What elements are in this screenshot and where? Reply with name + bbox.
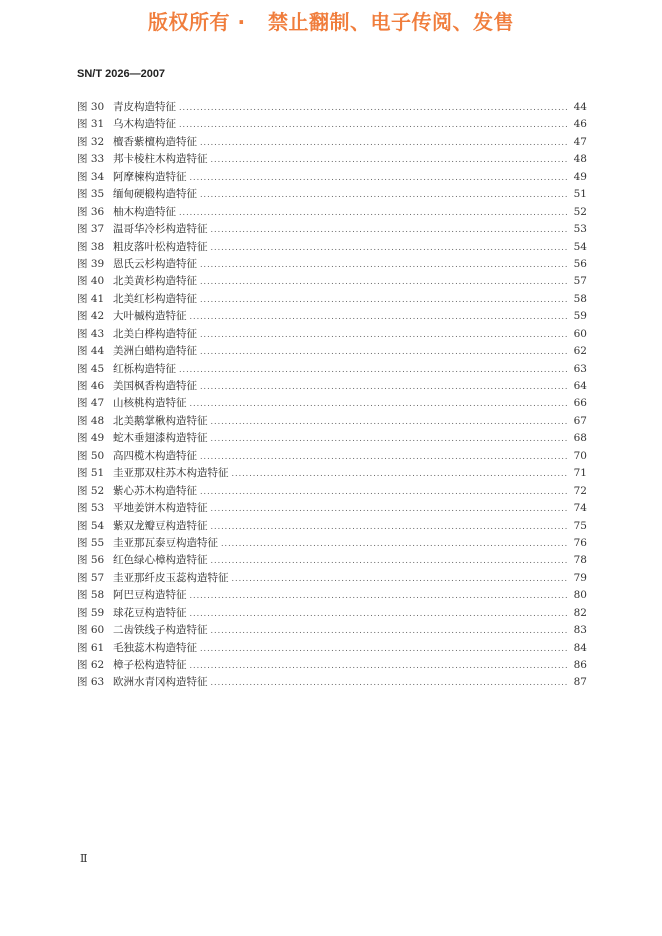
toc-entry[interactable] [77, 413, 587, 430]
toc-dot-leader [200, 134, 568, 151]
document-id: SN/T 2026—2007 [77, 68, 166, 80]
toc-page-number: 83 [573, 624, 587, 637]
toc-figure-title: 北美鹅掌楸构造特征 [113, 414, 208, 427]
toc-page-number: 78 [573, 554, 587, 567]
toc-dot-leader [200, 448, 568, 465]
toc-entry[interactable] [77, 134, 587, 151]
toc-page-number: 64 [573, 380, 587, 392]
toc-dot-leader [190, 169, 569, 186]
toc-figure-number: 图 57 [77, 571, 105, 584]
toc-figure-number: 图 37 [77, 223, 105, 236]
toc-figure-title: 蛇木垂翅漆构造特征 [113, 432, 208, 445]
toc-dot-leader [232, 570, 569, 587]
toc-entry[interactable] [77, 239, 587, 256]
toc-figure-number: 图 39 [77, 257, 105, 270]
toc-entry[interactable] [77, 361, 587, 378]
toc-entry[interactable] [77, 430, 587, 447]
toc-entry[interactable] [77, 326, 587, 343]
toc-page-number: 72 [573, 484, 587, 497]
toc-entry[interactable] [77, 518, 587, 535]
toc-figure-title: 柚木构造特征 [113, 205, 176, 218]
toc-figure-number: 图 54 [77, 519, 105, 532]
toc-figure-number: 图 55 [77, 536, 105, 549]
toc-figure-number: 图 32 [77, 135, 105, 148]
toc-figure-title: 乌木构造特征 [113, 118, 176, 131]
toc-entry[interactable] [77, 587, 587, 604]
toc-page-number: 71 [573, 467, 587, 480]
toc-dot-leader [200, 273, 568, 290]
toc-figure-number: 图 52 [77, 484, 105, 497]
toc-entry[interactable] [77, 448, 587, 465]
toc-dot-leader [190, 657, 569, 674]
toc-figure-number: 图 33 [77, 153, 105, 166]
toc-entry[interactable] [77, 640, 587, 657]
toc-dot-leader [211, 500, 569, 517]
toc-figure-title: 阿摩楝构造特征 [113, 170, 187, 183]
toc-figure-number: 图 36 [77, 205, 105, 218]
toc-dot-leader [190, 308, 569, 325]
toc-page-number: 76 [573, 536, 587, 549]
toc-dot-leader [211, 151, 569, 168]
toc-page-number: 59 [573, 310, 587, 323]
toc-page-number: 52 [573, 205, 587, 218]
toc-figure-title: 平地姜饼木构造特征 [113, 502, 208, 515]
toc-entry[interactable] [77, 169, 587, 186]
toc-page-number: 80 [573, 589, 587, 602]
toc-dot-leader [179, 116, 568, 133]
toc-page-number: 68 [573, 432, 587, 445]
toc-figure-number: 图 60 [77, 624, 105, 637]
toc-figure-title: 阿巴豆构造特征 [113, 589, 187, 602]
toc-dot-leader [221, 535, 568, 552]
toc-figure-title: 美洲白蜡构造特征 [113, 345, 197, 358]
toc-dot-leader [200, 186, 568, 203]
toc-entry[interactable] [77, 500, 587, 517]
toc-figure-number: 图 35 [77, 188, 105, 201]
toc-figure-number: 图 40 [77, 275, 105, 288]
toc-figure-title: 檀香紫檀构造特征 [113, 135, 197, 148]
toc-figure-title: 紫双龙瓣豆构造特征 [113, 519, 208, 532]
toc-dot-leader [200, 483, 568, 500]
toc-entry[interactable] [77, 151, 587, 168]
toc-figure-number: 图 53 [77, 502, 105, 515]
toc-dot-leader [190, 587, 569, 604]
toc-figure-title: 毛独蕊木构造特征 [113, 641, 197, 654]
toc-figure-number: 图 30 [77, 101, 105, 113]
toc-figure-number: 图 43 [77, 327, 105, 340]
toc-entry[interactable] [77, 657, 587, 674]
toc-figure-title: 美国枫香构造特征 [113, 380, 197, 392]
toc-dot-leader [179, 361, 568, 378]
toc-figure-title: 欧洲水青冈构造特征 [113, 676, 208, 689]
toc-entry[interactable] [77, 378, 587, 395]
toc-figure-number: 图 34 [77, 170, 105, 183]
toc-dot-leader [200, 343, 568, 360]
figure-table-of-contents [77, 99, 587, 692]
toc-page-number: 79 [573, 571, 587, 584]
toc-entry[interactable] [77, 186, 587, 203]
toc-entry[interactable] [77, 465, 587, 482]
toc-figure-title: 圭亚那纤皮玉蕊构造特征 [113, 571, 229, 584]
toc-figure-title: 高四榄木构造特征 [113, 449, 197, 462]
toc-figure-title: 山核桃构造特征 [113, 397, 187, 410]
toc-page-number: 57 [573, 275, 587, 288]
toc-entry[interactable] [77, 221, 587, 238]
toc-figure-number: 图 48 [77, 414, 105, 427]
toc-page-number: 46 [573, 118, 587, 131]
toc-figure-title: 二齿铁线子构造特征 [113, 624, 208, 637]
toc-figure-title: 大叶槭构造特征 [113, 310, 187, 323]
toc-page-number: 66 [573, 397, 587, 410]
toc-dot-leader [179, 99, 568, 116]
toc-entry[interactable] [77, 116, 587, 133]
toc-figure-number: 图 51 [77, 467, 105, 480]
toc-figure-number: 图 56 [77, 554, 105, 567]
toc-dot-leader [200, 326, 568, 343]
toc-entry[interactable] [77, 674, 587, 691]
toc-figure-number: 图 50 [77, 449, 105, 462]
toc-figure-number: 图 62 [77, 659, 105, 671]
toc-figure-number: 图 42 [77, 310, 105, 323]
toc-figure-number: 图 38 [77, 240, 105, 253]
toc-figure-title: 邦卡棱柱木构造特征 [113, 153, 208, 166]
toc-page-number: 63 [573, 362, 587, 375]
toc-entry[interactable] [77, 291, 587, 308]
toc-entry[interactable] [77, 395, 587, 412]
toc-dot-leader [211, 221, 569, 238]
toc-dot-leader [232, 465, 569, 482]
toc-dot-leader [211, 622, 569, 639]
toc-figure-number: 图 58 [77, 589, 105, 602]
toc-dot-leader [211, 239, 569, 256]
toc-dot-leader [211, 413, 569, 430]
toc-dot-leader [200, 291, 568, 308]
toc-entry[interactable] [77, 605, 587, 622]
toc-entry[interactable] [77, 622, 587, 639]
toc-page-number: 86 [573, 659, 587, 671]
toc-page-number: 70 [573, 449, 587, 462]
toc-entry[interactable] [77, 273, 587, 290]
toc-page-number: 60 [573, 327, 587, 340]
toc-entry[interactable] [77, 535, 587, 552]
toc-figure-title: 樟子松构造特征 [113, 659, 187, 671]
toc-figure-title: 圭亚那双柱苏木构造特征 [113, 467, 229, 480]
toc-figure-number: 图 31 [77, 118, 105, 131]
toc-page-number: 58 [573, 292, 587, 305]
toc-dot-leader [190, 395, 569, 412]
toc-page-number: 51 [573, 188, 587, 201]
toc-figure-number: 图 61 [77, 641, 105, 654]
toc-figure-title: 粗皮落叶松构造特征 [113, 240, 208, 253]
toc-dot-leader [190, 605, 569, 622]
toc-entry[interactable] [77, 483, 587, 500]
toc-entry[interactable] [77, 570, 587, 587]
toc-dot-leader [200, 256, 568, 273]
toc-page-number: 84 [573, 641, 587, 654]
toc-figure-title: 红栎构造特征 [113, 362, 176, 375]
toc-dot-leader [211, 518, 569, 535]
toc-page-number: 75 [573, 519, 587, 532]
toc-figure-number: 图 44 [77, 345, 105, 358]
toc-entry[interactable] [77, 99, 587, 116]
toc-figure-title: 北美黄杉构造特征 [113, 275, 197, 288]
toc-dot-leader [200, 640, 568, 657]
toc-figure-title: 北美白桦构造特征 [113, 327, 197, 340]
toc-figure-title: 球花豆构造特征 [113, 606, 187, 619]
toc-figure-title: 紫心苏木构造特征 [113, 484, 197, 497]
toc-figure-title: 北美红杉构造特征 [113, 292, 197, 305]
toc-page-number: 82 [573, 606, 587, 619]
toc-dot-leader [200, 378, 568, 395]
toc-entry[interactable] [77, 256, 587, 273]
toc-dot-leader [211, 430, 569, 447]
toc-figure-number: 图 41 [77, 292, 105, 305]
toc-page-number: 49 [573, 170, 587, 183]
toc-figure-number: 图 59 [77, 606, 105, 619]
toc-page-number: 67 [573, 414, 587, 427]
toc-page-number: 54 [573, 240, 587, 253]
copyright-watermark: 版权所有 · 禁止翻制、电子传阅、发售 [148, 10, 514, 34]
toc-dot-leader [179, 204, 568, 221]
toc-page-number: 44 [573, 101, 587, 113]
toc-page-number: 47 [573, 135, 587, 148]
toc-page-number: 53 [573, 223, 587, 236]
toc-figure-title: 缅甸硬椴构造特征 [113, 188, 197, 201]
toc-figure-title: 红色绿心樟构造特征 [113, 554, 208, 567]
toc-figure-title: 温哥华冷杉构造特征 [113, 223, 208, 236]
toc-figure-number: 图 63 [77, 676, 105, 689]
toc-figure-title: 恩氏云杉构造特征 [113, 257, 197, 270]
toc-entry[interactable] [77, 204, 587, 221]
toc-figure-number: 图 47 [77, 397, 105, 410]
toc-figure-number: 图 49 [77, 432, 105, 445]
toc-figure-number: 图 46 [77, 380, 105, 392]
page-number: Ⅱ [80, 852, 88, 865]
toc-page-number: 62 [573, 345, 587, 358]
toc-entry[interactable] [77, 552, 587, 569]
toc-page-number: 74 [573, 502, 587, 515]
toc-page-number: 56 [573, 257, 587, 270]
toc-page-number: 48 [573, 153, 587, 166]
toc-figure-title: 圭亚那瓦泰豆构造特征 [113, 536, 218, 549]
toc-figure-number: 图 45 [77, 362, 105, 375]
toc-dot-leader [211, 674, 569, 691]
toc-page-number: 87 [573, 676, 587, 689]
toc-entry[interactable] [77, 343, 587, 360]
toc-figure-title: 青皮构造特征 [113, 101, 176, 113]
toc-dot-leader [211, 552, 569, 569]
toc-entry[interactable] [77, 308, 587, 325]
